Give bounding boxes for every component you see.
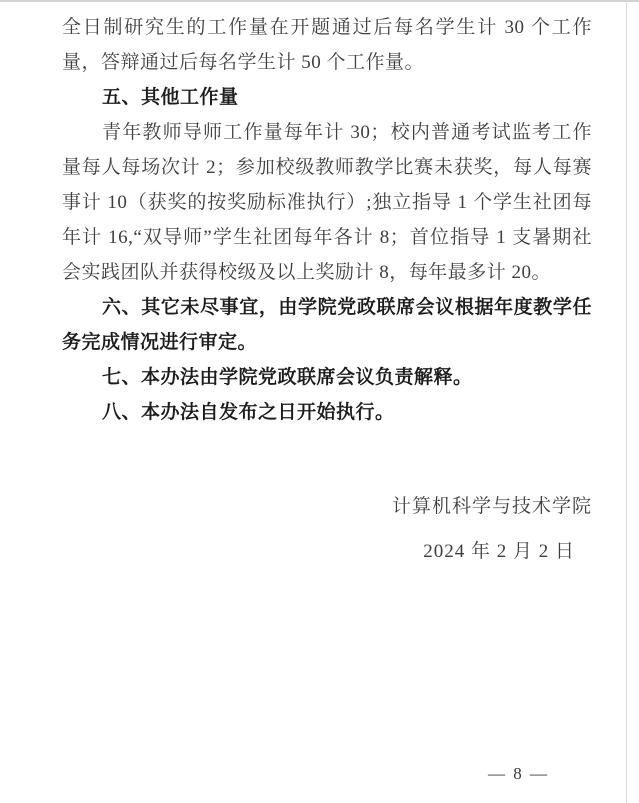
paragraph-item-six: 六、其它未尽事宜，由学院党政联席会议根据年度教学任务完成情况进行审定。 <box>62 297 592 353</box>
page-number: — 8 — <box>488 764 549 783</box>
paragraph-grad-workload: 全日制研究生的工作量在开题通过后每名学生计 30 个工作量，答辩通过后每名学生计 50 个工作量。 <box>62 17 592 73</box>
signature-date: 2024 年 2 月 2 日 <box>423 541 575 562</box>
document-content <box>62 10 592 569</box>
paragraph-other-workload: 青年教师导师工作量每年计 30；校内普通考试监考工作量每人每场次计 2；参加校级教师教学比赛未获奖，每人每赛事计 10（获奖的按奖励标准执行）;独立指导 1 个学生社团每年计 16,“双导师”学生社团每年各计 8；首位指导 1 支暑期社会实践团队并获得校级及以上奖励计 8，每年最多计 20。 <box>62 122 592 283</box>
scan-top-edge <box>0 0 639 2</box>
section-heading-five: 五、其他工作量 <box>102 87 239 108</box>
paragraph-item-seven: 七、本办法由学院党政联席会议负责解释。 <box>102 367 473 388</box>
signature-org: 计算机科学与技术学院 <box>391 496 592 517</box>
scan-right-rule <box>626 0 627 803</box>
paragraph-item-eight: 八、本办法自发布之日开始执行。 <box>102 402 395 423</box>
